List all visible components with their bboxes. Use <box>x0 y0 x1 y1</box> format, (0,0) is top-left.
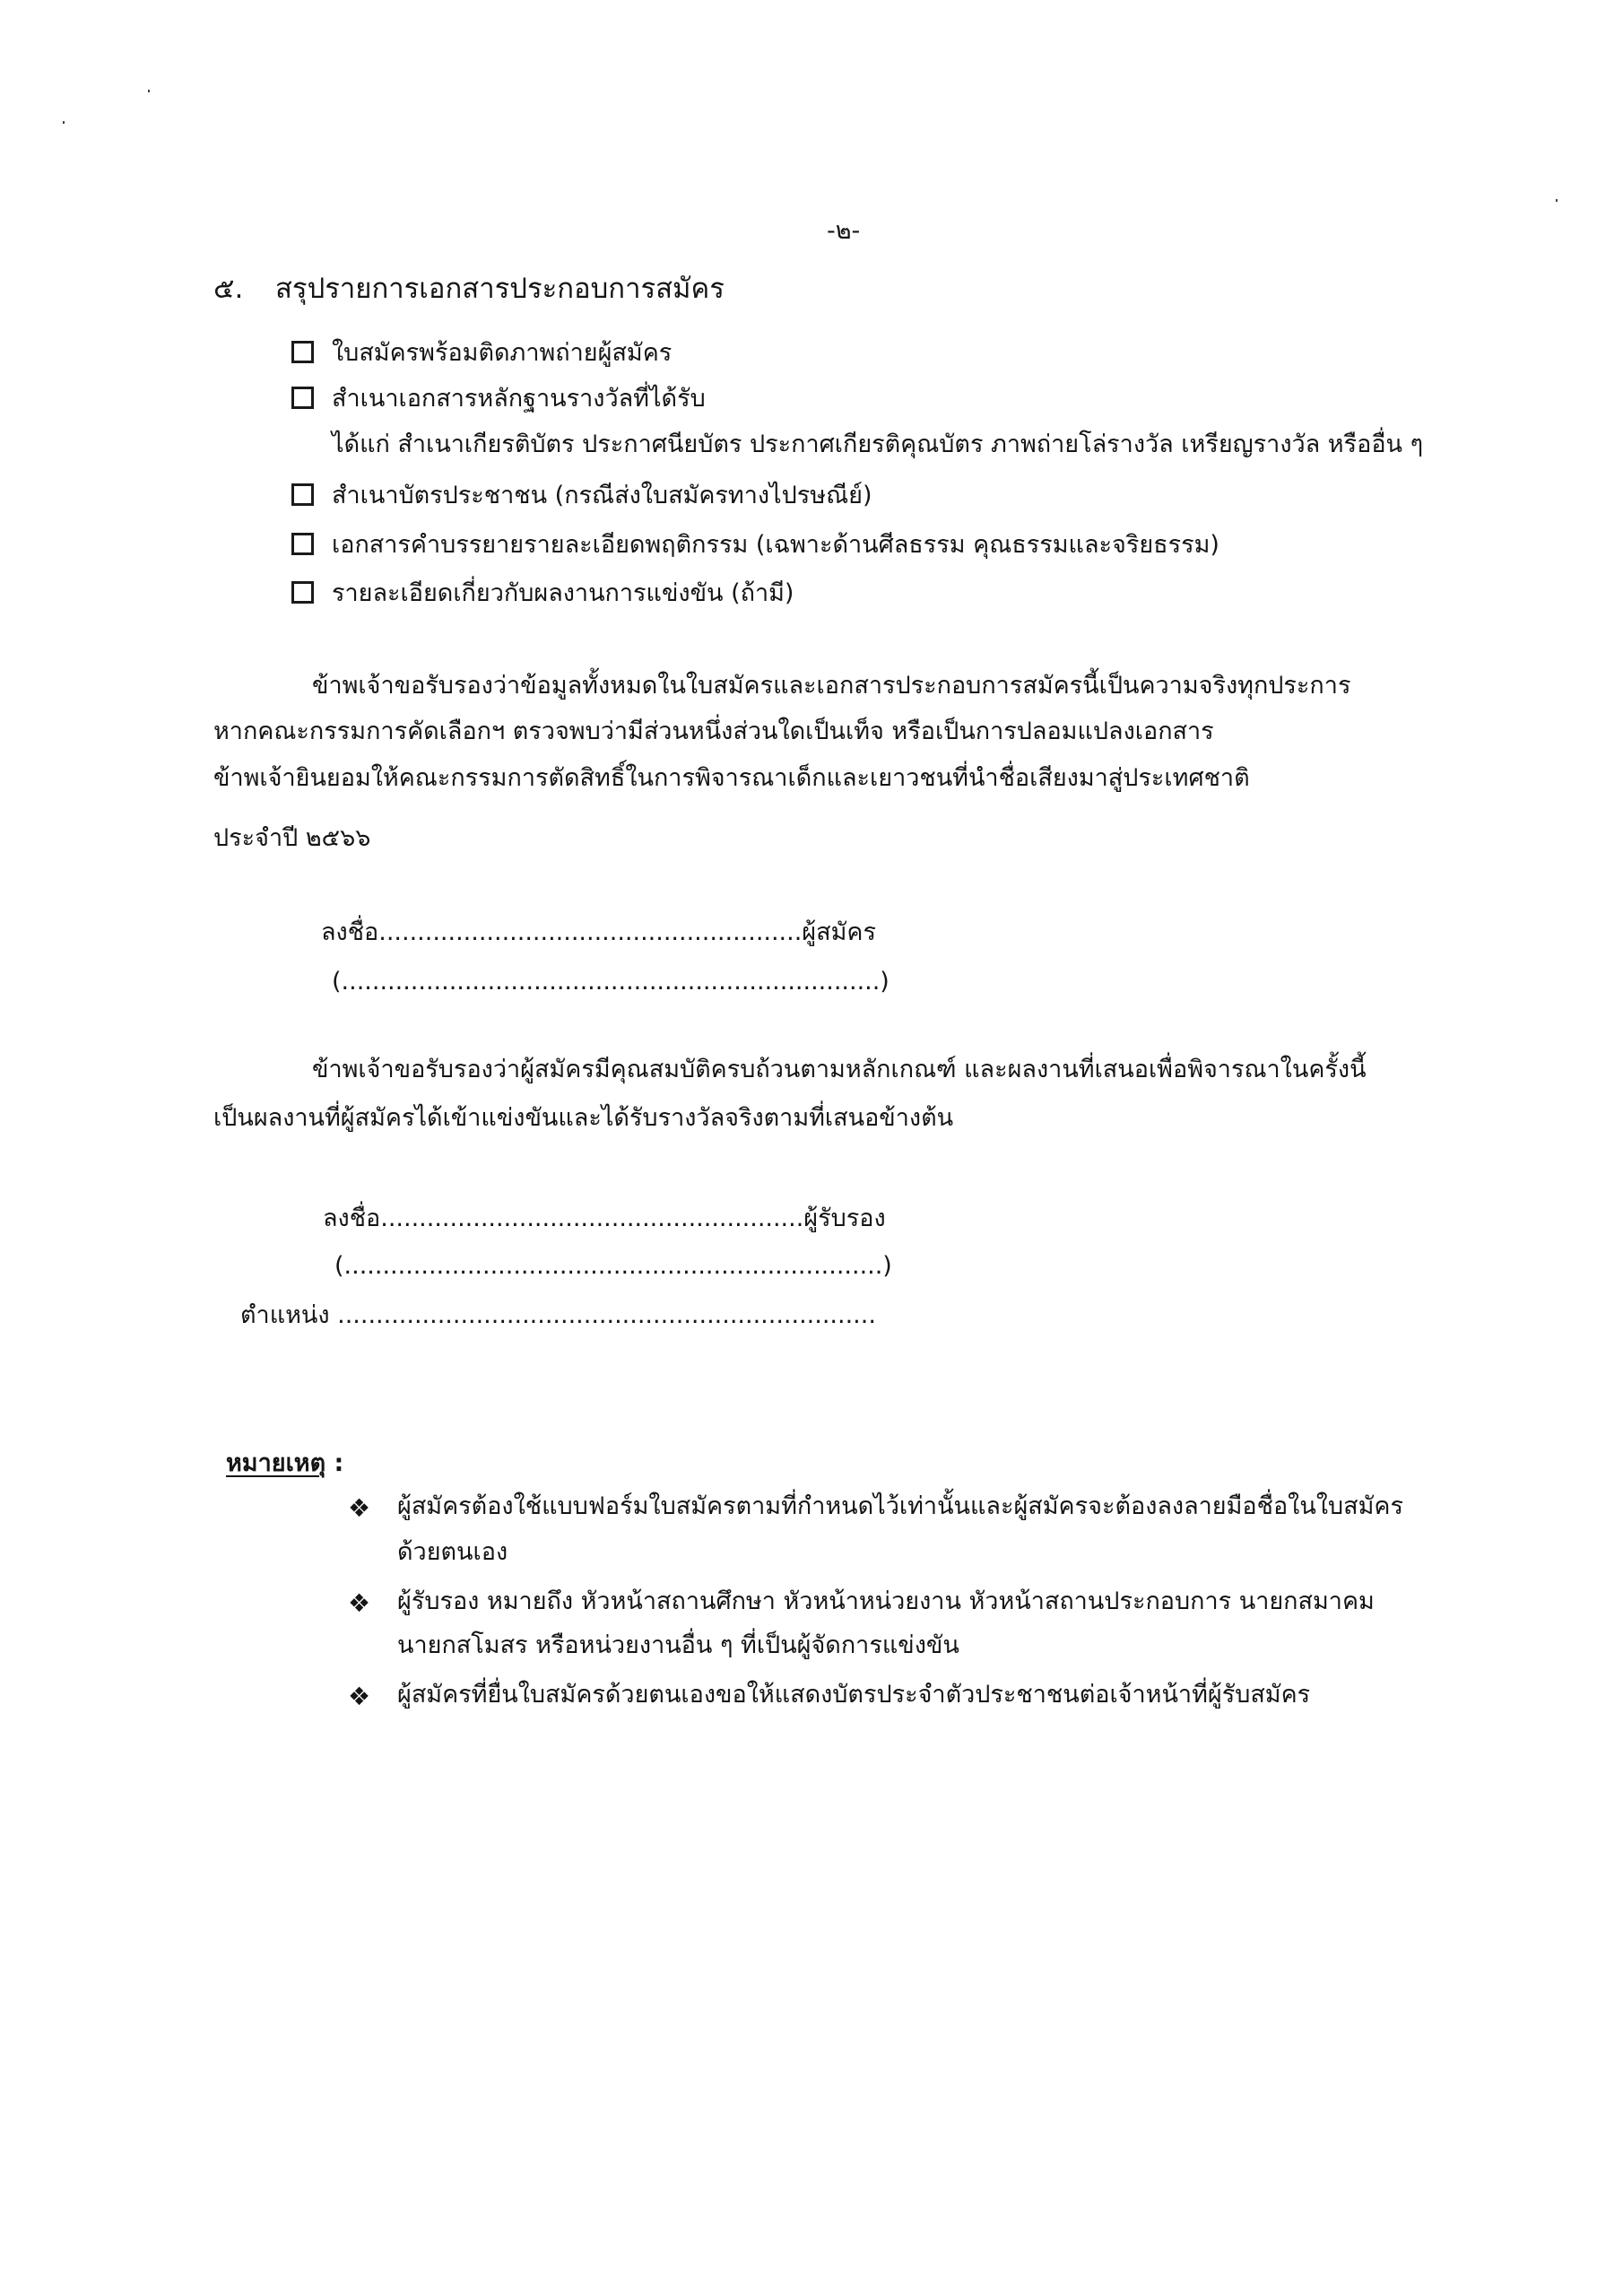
note-item-line: ผู้รับรอง หมายถึง หัวหน้าสถานศึกษา หัวหน้าหน่วยงาน หัวหน้าสถานประกอบการ นายกสมาคม <box>397 1587 1375 1615</box>
certifier-signature-line[interactable]: ลงชื่อ.......................................................ผู้รับรอง <box>323 1205 886 1232</box>
checklist-item-application-form: ใบสมัครพร้อมติดภาพถ่ายผู้สมัคร <box>332 339 673 367</box>
note-item-line: นายกสโมสร หรือหน่วยงานอื่น ๆ ที่เป็นผู้จัดการแข่งขัน <box>397 1631 959 1659</box>
checklist-item-award-evidence: สำเนาเอกสารหลักฐานรางวัลที่ได้รับ <box>332 385 706 413</box>
notes-colon: : <box>334 1449 344 1477</box>
checkbox-id-card-copy[interactable] <box>291 483 314 506</box>
diamond-bullet-icon: ❖ <box>348 1493 371 1523</box>
diamond-bullet-icon: ❖ <box>348 1588 371 1618</box>
declaration-line: ข้าพเจ้ายินยอมให้คณะกรรมการตัดสิทธิ์ในการพิจารณาเด็กและเยาวชนที่นำชื่อเสียงมาสู่ประเทศชาติ <box>213 764 1250 792</box>
certifier-name-line[interactable]: (......................................................................) <box>334 1252 892 1280</box>
certification-line: เป็นผลงานที่ผู้สมัครได้เข้าแข่งขันและได้รับรางวัลจริงตามที่เสนอข้างต้น <box>213 1104 954 1132</box>
declaration-line: หากคณะกรรมการคัดเลือกฯ ตรวจพบว่ามีส่วนหนึ่งส่วนใดเป็นเท็จ หรือเป็นการปลอมแปลงเอกสาร <box>213 718 1214 745</box>
checkbox-application-form[interactable] <box>291 341 314 363</box>
notes-title <box>226 1446 343 1482</box>
applicant-signature-line[interactable]: ลงชื่อ.......................................................ผู้สมัคร <box>321 918 876 946</box>
note-item-line: ด้วยตนเอง <box>397 1538 508 1566</box>
note-item-line: ผู้สมัครที่ยื่นใบสมัครด้วยตนเองขอให้แสดงบัตรประจำตัวประชาชนต่อเจ้าหน้าที่ผู้รับสมัคร <box>397 1681 1311 1709</box>
scan-speck <box>63 121 65 124</box>
applicant-name-line[interactable]: (......................................................................) <box>332 968 890 996</box>
checklist-item-id-card-copy: สำเนาบัตรประชาชน (กรณีส่งใบสมัครทางไปรษณีย์) <box>332 482 872 509</box>
declaration-line: ประจำปี ๒๕๖๖ <box>213 824 371 852</box>
diamond-bullet-icon: ❖ <box>348 1682 371 1711</box>
scan-speck <box>148 90 150 92</box>
checklist-item-competition-details: รายละเอียดเกี่ยวกับผลงานการแข่งขัน (ถ้ามี) <box>332 579 794 607</box>
checklist-item-award-evidence-detail: ได้แก่ สำเนาเกียรติบัตร ประกาศนียบัตร ประกาศเกียรติคุณบัตร ภาพถ่ายโล่รางวัล เหรียญรางวัล หรืออื่น ๆ <box>332 430 1424 458</box>
certification-line: ข้าพเจ้าขอรับรองว่าผู้สมัครมีคุณสมบัติครบถ้วนตามหลักเกณฑ์ และผลงานที่เสนอเพื่อพิจารณาในครั้งนี้ <box>312 1056 1367 1083</box>
note-item-line: ผู้สมัครต้องใช้แบบฟอร์มใบสมัครตามที่กำหนดไว้เท่านั้นและผู้สมัครจะต้องลงลายมือชื่อในใบสมัคร <box>397 1492 1403 1520</box>
section-title: สรุปรายการเอกสารประกอบการสมัคร <box>275 273 725 305</box>
section-number: ๕. <box>213 273 244 305</box>
certifier-position-line[interactable]: ตำแหน่ง ...................................................................... <box>240 1301 876 1329</box>
declaration-line: ข้าพเจ้าขอรับรองว่าข้อมูลทั้งหมดในใบสมัครและเอกสารประกอบการสมัครนี้เป็นความจริงทุกประการ <box>312 672 1351 700</box>
notes-title-text: หมายเหตุ <box>226 1449 326 1477</box>
checkbox-behavior-description[interactable] <box>291 533 314 555</box>
page-number: -๒- <box>827 217 861 245</box>
checkbox-competition-details[interactable] <box>291 581 314 604</box>
checkbox-award-evidence[interactable] <box>291 387 314 409</box>
checklist-item-behavior-description: เอกสารคำบรรยายรายละเอียดพฤติกรรม (เฉพาะด้านศีลธรรม คุณธรรมและจริยธรรม) <box>332 531 1219 559</box>
scan-speck <box>1556 199 1558 202</box>
